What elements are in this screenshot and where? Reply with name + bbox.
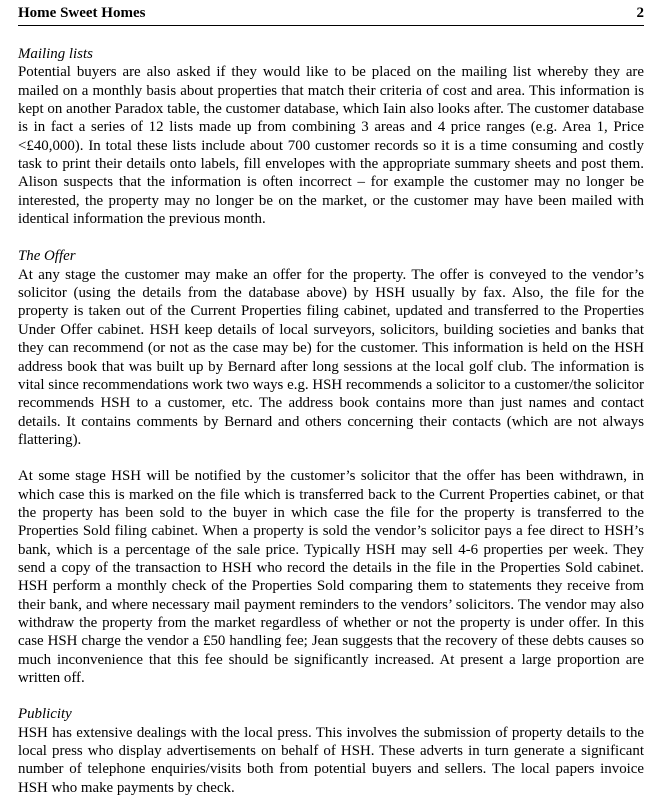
section-paragraph: At some stage HSH will be notified by the customer’s solicitor that the offer has been withdrawn, in which case this is marked on the file which is transferred back to the Current Properties cabinet, or that the property has been sold to the buyer in which case the file for the property is transferred to the Properties Sold filing cabinet. When a property is sold the vendor’s solicitor pays a fee direct to HSH’s bank, which is a percentage of the sale price. Typically HSH may sell 4-6 properties per week. They send a copy of the transaction to HSH who record the details in the file in the Properties Sold cabinet. HSH perform a monthly check of the Properties Sold comparing them to statements they receive from their bank, and where necessary mail payment reminders to the vendors’ solicitors. The vendor may also withdraw the property from the market regardless of whether or not the property is under offer. In this case HSH charge the vendor a £50 handling fee; Jean suggests that the recovery of these debts causes so much inconvenience that this fee should be significantly increased. At present a large proportion are written off. bbox=[18, 468, 644, 686]
page-number: 2 bbox=[636, 5, 644, 21]
document-title: Home Sweet Homes bbox=[18, 5, 146, 21]
section-heading: Mailing lists bbox=[18, 46, 93, 62]
section-paragraph: HSH has extensive dealings with the local press. This involves the submission of property details to the local press who display advertisements on behalf of HSH. These adverts in turn generate a significant number of telephone enquiries/visits both from potential buyers and sellers. The local papers invoice HSH who make payments by check. bbox=[18, 724, 644, 796]
section-mailing-lists bbox=[18, 45, 644, 228]
document-page bbox=[18, 4, 644, 797]
section-paragraph: At any stage the customer may make an offer for the property. The offer is conveyed to the vendor’s solicitor (using the details from the database above) by HSH usually by fax. Also, the file for the property is taken out of the Current Properties filing cabinet, updated and transferred to the Properties Under Offer cabinet. HSH keep details of local surveyors, solicitors, building societies and banks that they can recommend (or not as the case may be) for the customer. This information is held on the HSH address book that was built up by Bernard after long sessions at the local golf club. The information is vital since recommendations work two ways e.g. HSH recommends a solicitor to a customer/the solicitor recommends HSH to a customer, etc. The address book contains more than just names and contact details. It contains comments by Bernard and others concerning their contacts (which are not always flattering). bbox=[18, 266, 644, 448]
section-paragraph: Potential buyers are also asked if they would like to be placed on the mailing list whereby they are mailed on a monthly basis about properties that match their criteria of cost and area. This information is kept on another Paradox table, the customer database, which Iain also looks after. The customer database is in fact a series of 12 lists made up from combining 3 areas and 4 price ranges (e.g. Area 1, Price <£40,000). In total these lists include about 700 customer records so it is a time consuming and costly task to print their details onto labels, fill envelopes with the appropriate summary sheets and post them. Alison suspects that the information is often incorrect – for example the customer may no longer be interested, the property may no longer be on the market, or the customer may have been mailed with identical information the previous month. bbox=[18, 64, 644, 228]
section-heading: Publicity bbox=[18, 706, 72, 723]
section-publicity bbox=[18, 705, 644, 797]
section-the-offer bbox=[18, 247, 644, 449]
running-header bbox=[18, 4, 644, 26]
section-offer-continued bbox=[18, 467, 644, 687]
section-heading: The Offer bbox=[18, 248, 76, 265]
